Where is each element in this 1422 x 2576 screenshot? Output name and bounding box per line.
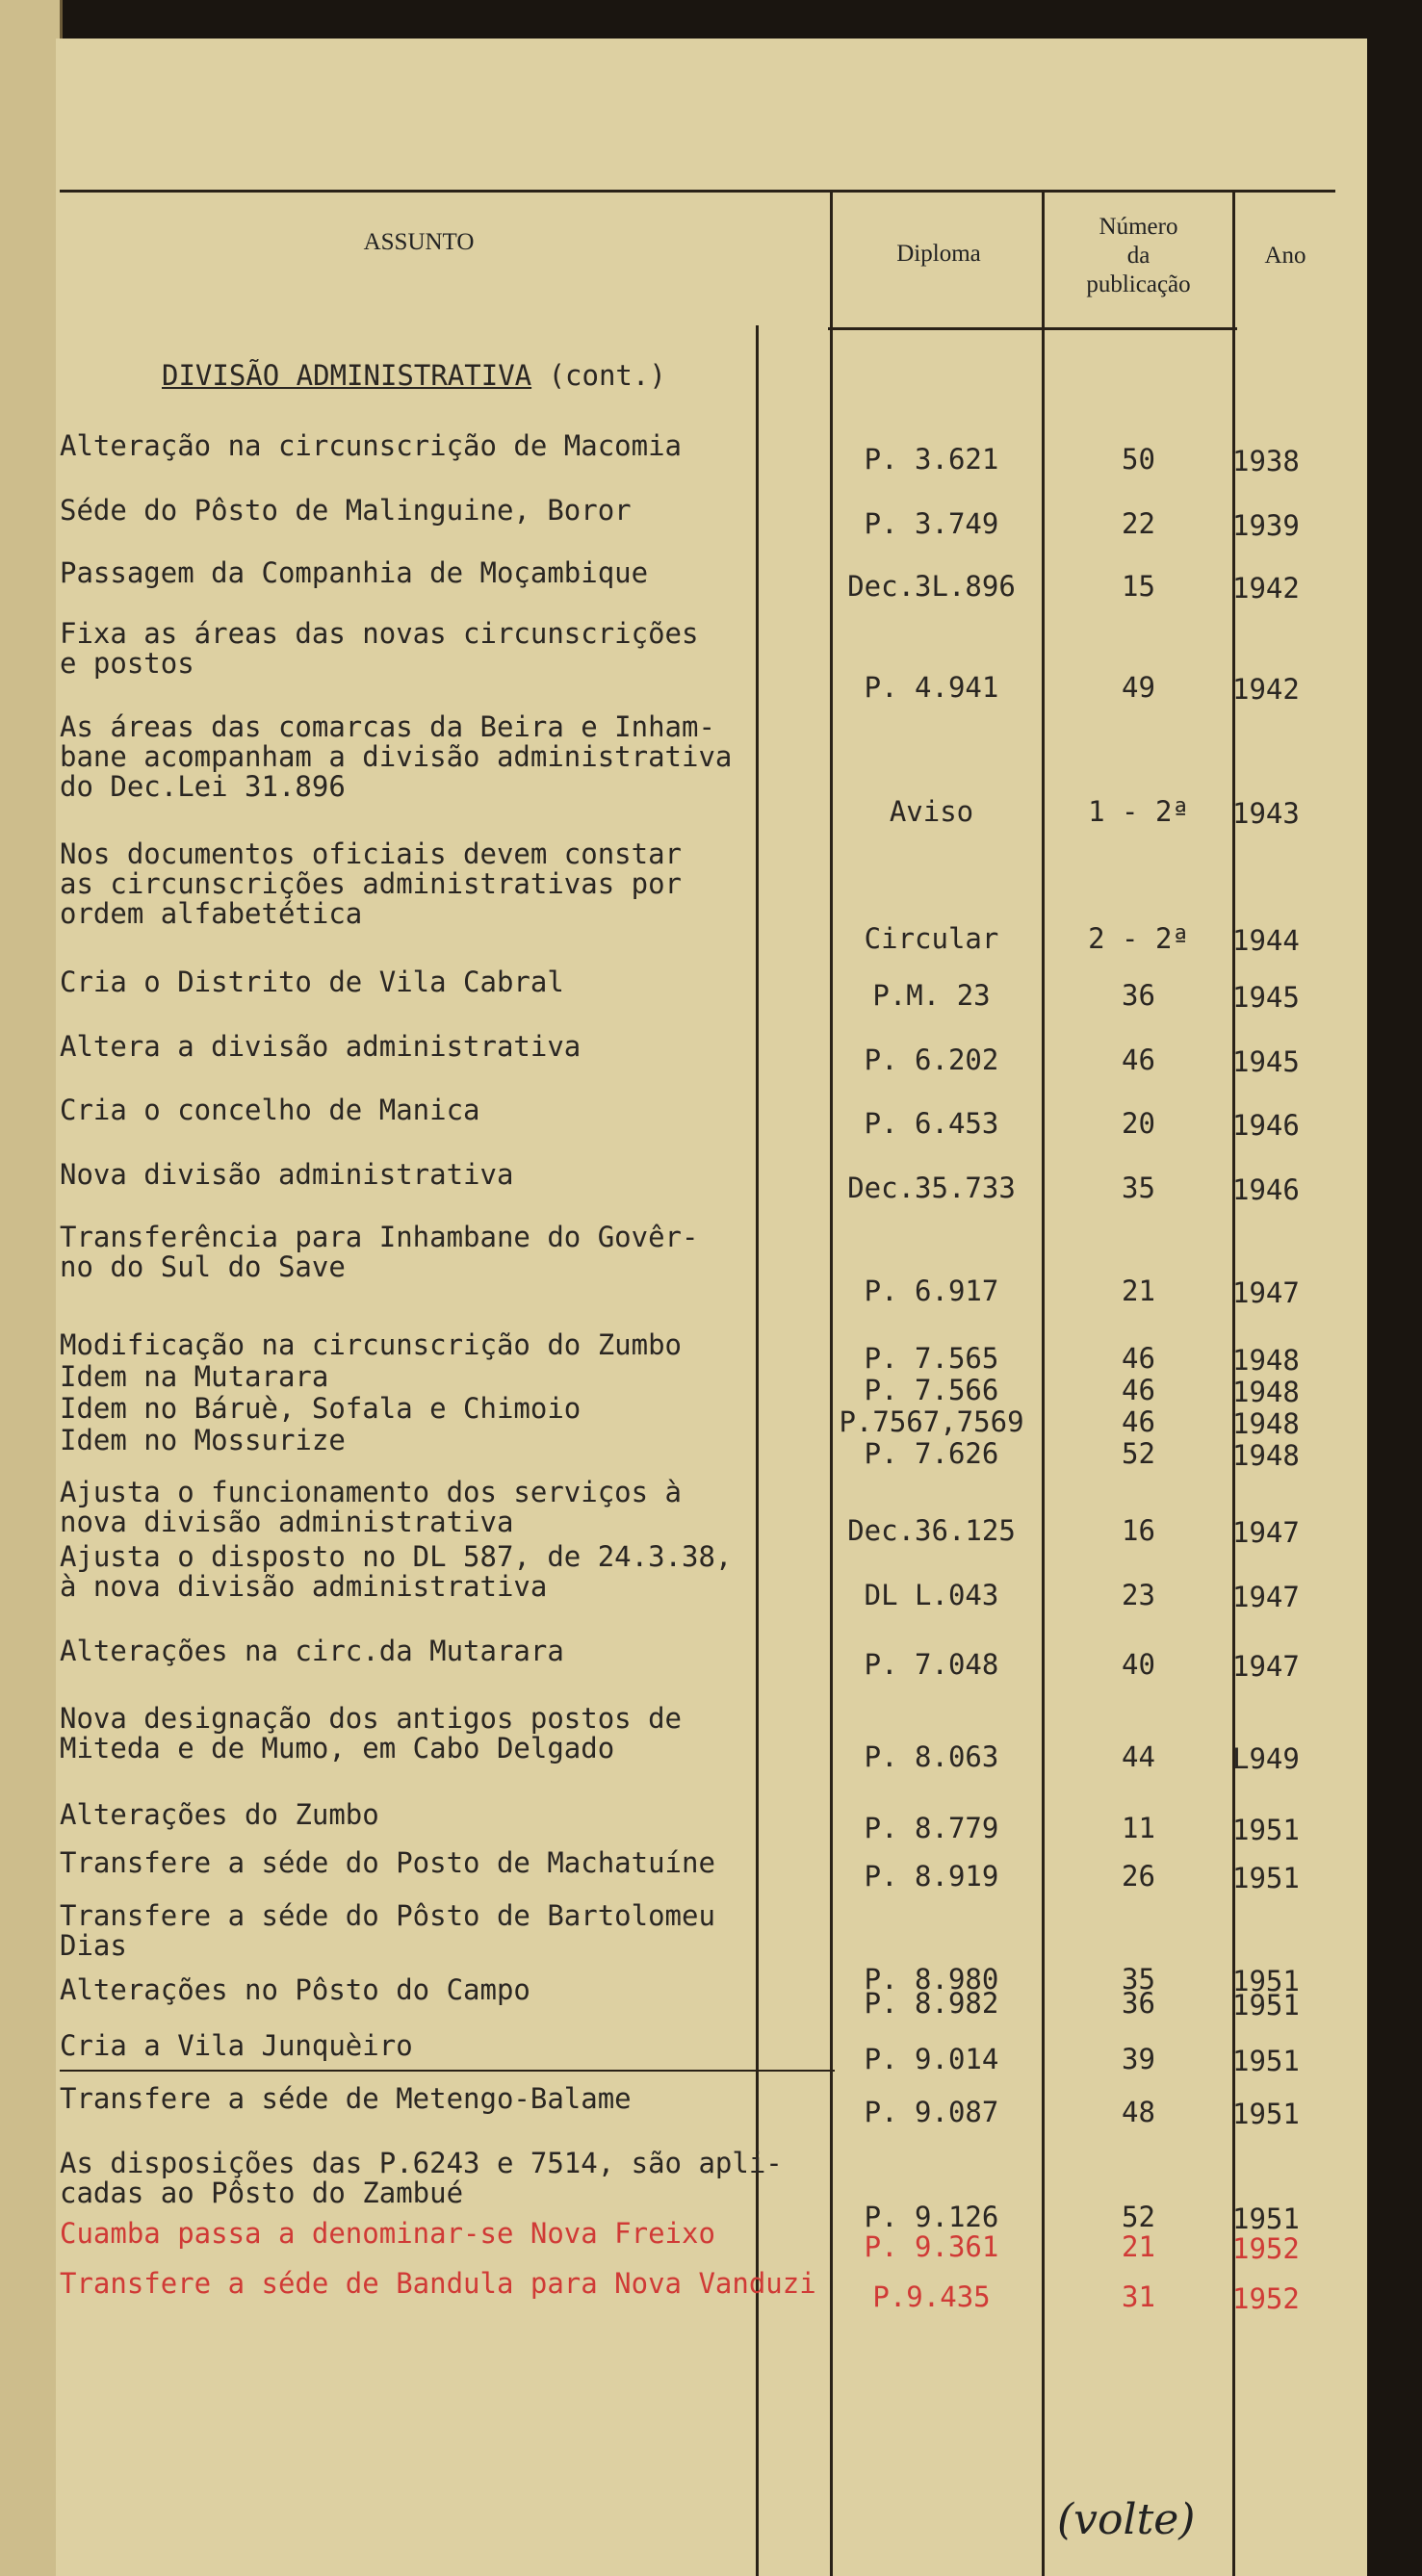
row-ano: 1951 <box>1232 1862 1300 1894</box>
row-ano: 1951 <box>1232 2202 1300 2235</box>
row-assunto: As disposições das P.6243 e 7514, são apli- cadas ao Pôsto do Zambué <box>60 2147 783 2209</box>
row-numero: 46 <box>1122 1043 1155 1076</box>
row-numero: 52 <box>1122 1437 1155 1470</box>
row-assunto: Nova divisão administrativa <box>60 1158 514 1191</box>
row-ano: 1947 <box>1232 1276 1300 1309</box>
row-assunto: Transfere a séde de Metengo-Balame <box>60 2082 632 2115</box>
row-ano: 1951 <box>1232 1965 1300 1997</box>
header-bottom-rule <box>828 327 1237 330</box>
row-diploma: P. 7.048 <box>864 1648 999 1681</box>
row-ano: 1945 <box>1232 981 1300 1014</box>
row-assunto: Nova designação dos antigos postos de Miteda e de Mumo, em Cabo Delgado <box>60 1702 683 1765</box>
header-diploma: Diploma <box>896 241 981 267</box>
row-ano: 1947 <box>1232 1516 1300 1549</box>
row-ano: 1939 <box>1232 509 1300 542</box>
row-assunto: Cria a Vila Junquèiro <box>60 2029 413 2062</box>
row-diploma: P.7567,7569 <box>839 1405 1024 1438</box>
row-diploma: P.M. 23 <box>872 979 991 1012</box>
col-divider-assunto <box>756 325 759 2576</box>
row-diploma: P. 8.063 <box>864 1740 999 1773</box>
row-assunto: Idem no Mossurize <box>60 1424 346 1456</box>
row-diploma: P. 4.941 <box>864 671 999 704</box>
row-diploma: P. 7.626 <box>864 1437 999 1470</box>
row-assunto: Alterações do Zumbo <box>60 1798 379 1831</box>
row-ano: 1946 <box>1232 1109 1300 1142</box>
row-numero: 40 <box>1122 1648 1155 1681</box>
row-ano: 1951 <box>1232 1989 1300 2022</box>
row-diploma: Aviso <box>889 795 974 828</box>
row-assunto: Transfere a séde do Pôsto de Bartolomeu Dias <box>60 1899 715 1962</box>
row-numero: 36 <box>1122 1987 1155 2020</box>
row-assunto: Passagem da Companhia de Moçambique <box>60 556 649 589</box>
row-ano: 1948 <box>1232 1344 1300 1377</box>
row-ano: 1951 <box>1232 1814 1300 1846</box>
row-diploma: P. 9.087 <box>864 2096 999 2128</box>
row-ano: 1942 <box>1232 572 1300 605</box>
row-ano: 1943 <box>1232 797 1300 830</box>
row-ano: 1945 <box>1232 1045 1300 1078</box>
row-numero: 2 - 2ª <box>1088 922 1189 955</box>
row-diploma: Dec.35.733 <box>847 1172 1016 1204</box>
row-numero: 44 <box>1122 1740 1155 1773</box>
facing-page-edge <box>0 0 63 2576</box>
row-numero: 21 <box>1122 1275 1155 1307</box>
row-ano: 1948 <box>1232 1376 1300 1408</box>
section-title-suffix: (cont.) <box>531 359 666 392</box>
row-assunto: Cuamba passa a denominar-se Nova Freixo <box>60 2217 715 2250</box>
row-assunto: Transferência para Inhambane do Govêr- no do Sul do Save <box>60 1221 699 1283</box>
row-assunto: Cria o concelho de Manica <box>60 1094 480 1126</box>
row-assunto: Alterações na circ.da Mutarara <box>60 1635 564 1667</box>
row-assunto: Nos documentos oficiais devem constar as circunscrições administrativas por ordem alfabetética <box>60 837 683 930</box>
row-numero: 22 <box>1122 507 1155 540</box>
row-numero: 35 <box>1122 1172 1155 1204</box>
header-numero-3: publicação <box>1086 271 1191 297</box>
row-assunto: Altera a divisão administrativa <box>60 1030 582 1063</box>
row-numero: 46 <box>1122 1342 1155 1375</box>
row-numero: 48 <box>1122 2096 1155 2128</box>
row-diploma: P. 8.980 <box>864 1963 999 1996</box>
row-ano: 1947 <box>1232 1650 1300 1683</box>
row-diploma: P. 9.126 <box>864 2201 999 2233</box>
row-ano: 1944 <box>1232 924 1300 957</box>
row-assunto: Fixa as áreas das novas circunscrições e postos <box>60 617 699 680</box>
row-numero: 46 <box>1122 1405 1155 1438</box>
row-ano: L949 <box>1232 1742 1300 1775</box>
section-title <box>162 359 666 392</box>
row-diploma: P. 7.565 <box>864 1342 999 1375</box>
top-rule <box>60 190 1335 193</box>
section-title-main: DIVISÃO ADMINISTRATIVA <box>162 359 532 392</box>
row-numero: 49 <box>1122 671 1155 704</box>
header-ano: Ano <box>1264 243 1306 269</box>
row-numero: 15 <box>1122 570 1155 603</box>
row-assunto: Alteração na circunscrição de Macomia <box>60 429 683 462</box>
row-diploma: P. 9.014 <box>864 2043 999 2075</box>
row-numero: 16 <box>1122 1514 1155 1547</box>
row-assunto: Idem na Mutarara <box>60 1360 329 1393</box>
row-diploma: P. 8.982 <box>864 1987 999 2020</box>
row-numero: 21 <box>1122 2230 1155 2263</box>
row-assunto: Alterações no Pôsto do Campo <box>60 1973 530 2006</box>
row-assunto: Idem no Báruè, Sofala e Chimoio <box>60 1392 582 1425</box>
row-diploma: P. 6.202 <box>864 1043 999 1076</box>
row-numero: 52 <box>1122 2201 1155 2233</box>
row-numero: 23 <box>1122 1579 1155 1611</box>
handwritten-note: (volte) <box>1057 2495 1196 2544</box>
row-ano: 1938 <box>1232 445 1300 477</box>
row-numero: 36 <box>1122 979 1155 1012</box>
row-numero: 1 - 2ª <box>1088 795 1189 828</box>
row-diploma: P.9.435 <box>872 2280 991 2313</box>
row-diploma: P. 8.779 <box>864 1812 999 1844</box>
row-ano: 1948 <box>1232 1439 1300 1472</box>
row-numero: 31 <box>1122 2280 1155 2313</box>
row-assunto: As áreas das comarcas da Beira e Inham- bane acompanham a divisão administrativa do Dec.Lei 31.896 <box>60 710 733 803</box>
row-ano: 1948 <box>1232 1407 1300 1440</box>
row-assunto: Transfere a séde do Posto de Machatuíne <box>60 1846 715 1879</box>
row-ano: 1951 <box>1232 2098 1300 2130</box>
header-numero-1: Número <box>1099 214 1178 240</box>
row-numero: 50 <box>1122 443 1155 476</box>
row-diploma: Dec.36.125 <box>847 1514 1016 1547</box>
row-numero: 39 <box>1122 2043 1155 2075</box>
row-diploma: P. 7.566 <box>864 1374 999 1406</box>
row-assunto: Transfere a séde de Bandula para Nova Vanduzi <box>60 2267 816 2300</box>
row-diploma: Circular <box>864 922 999 955</box>
row-diploma: DL L.043 <box>864 1579 999 1611</box>
row-ano: 1942 <box>1232 673 1300 706</box>
row-ano: 1947 <box>1232 1581 1300 1613</box>
row-numero: 11 <box>1122 1812 1155 1844</box>
row-numero: 26 <box>1122 1860 1155 1893</box>
row-numero: 20 <box>1122 1107 1155 1140</box>
row-diploma: P. 6.453 <box>864 1107 999 1140</box>
row-diploma: P. 9.361 <box>864 2230 999 2263</box>
row-diploma: P. 8.919 <box>864 1860 999 1893</box>
row-numero: 35 <box>1122 1963 1155 1996</box>
header-numero-2: da <box>1126 243 1151 269</box>
row-ano: 1951 <box>1232 2045 1300 2077</box>
row-diploma: Dec.3L.896 <box>847 570 1016 603</box>
row-diploma: P. 6.917 <box>864 1275 999 1307</box>
row-ano: 1946 <box>1232 1173 1300 1206</box>
row-ano: 1952 <box>1232 2232 1300 2265</box>
row-ano: 1952 <box>1232 2282 1300 2315</box>
row-assunto: Ajusta o disposto no DL 587, de 24.3.38, à nova divisão administrativa <box>60 1540 733 1603</box>
inserted-rule <box>60 2070 835 2072</box>
row-assunto: Modificação na circunscrição do Zumbo <box>60 1328 683 1361</box>
row-numero: 46 <box>1122 1374 1155 1406</box>
header-assunto: ASSUNTO <box>363 229 475 255</box>
row-diploma: P. 3.749 <box>864 507 999 540</box>
row-diploma: P. 3.621 <box>864 443 999 476</box>
row-assunto: Séde do Pôsto de Malinguine, Boror <box>60 494 632 527</box>
row-assunto: Ajusta o funcionamento dos serviços à nova divisão administrativa <box>60 1476 683 1538</box>
row-assunto: Cria o Distrito de Vila Cabral <box>60 966 564 998</box>
